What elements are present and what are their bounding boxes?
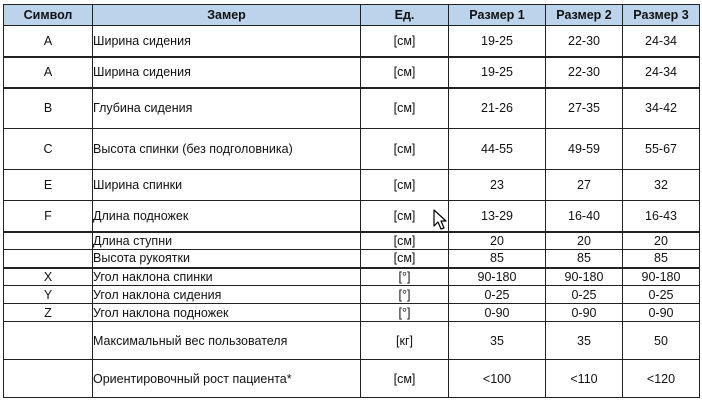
cell-size-3: 32 [623, 170, 700, 201]
table-row [4, 201, 700, 232]
cell-size-1: 19-25 [449, 26, 546, 57]
header-symbol: Символ [4, 5, 93, 26]
cell-size-2: 90-180 [546, 268, 623, 286]
table-row [4, 88, 700, 129]
cell-symbol: F [4, 201, 93, 232]
cell-measure: Длина подножек [93, 201, 361, 232]
cell-size-3: 0-90 [623, 304, 700, 322]
cell-symbol [4, 322, 93, 360]
cell-size-3: 16-43 [623, 201, 700, 232]
cell-size-2: 35 [546, 322, 623, 360]
cell-symbol: C [4, 129, 93, 170]
cell-size-3: 85 [623, 250, 700, 268]
cell-measure: Высота рукоятки [93, 250, 361, 268]
cell-unit: [см] [361, 129, 449, 170]
table-row [4, 57, 700, 88]
cell-size-2: 49-59 [546, 129, 623, 170]
cell-size-1: 44-55 [449, 129, 546, 170]
cell-measure: Ширина сидения [93, 26, 361, 57]
cell-unit: [см] [361, 201, 449, 232]
cell-symbol: Y [4, 286, 93, 304]
cell-size-3: 55-67 [623, 129, 700, 170]
cell-unit: [°] [361, 268, 449, 286]
cell-size-1: <100 [449, 360, 546, 398]
cell-symbol [4, 250, 93, 268]
cell-size-3: 50 [623, 322, 700, 360]
cell-size-2: 16-40 [546, 201, 623, 232]
cell-size-1: 23 [449, 170, 546, 201]
cell-size-2: 0-90 [546, 304, 623, 322]
cell-unit: [см] [361, 57, 449, 88]
cell-size-2: 0-25 [546, 286, 623, 304]
cell-unit: [см] [361, 360, 449, 398]
cell-unit: [см] [361, 26, 449, 57]
cell-size-1: 0-25 [449, 286, 546, 304]
table-row [4, 286, 700, 304]
cell-size-3: <120 [623, 360, 700, 398]
cell-size-1: 13-29 [449, 201, 546, 232]
table-row [4, 268, 700, 286]
cell-size-2: 22-30 [546, 26, 623, 57]
header-size-2: Размер 2 [546, 5, 623, 26]
cell-measure: Глубина сидения [93, 88, 361, 129]
cell-measure: Угол наклона спинки [93, 268, 361, 286]
table-row [4, 129, 700, 170]
cell-size-1: 90-180 [449, 268, 546, 286]
cell-symbol: Z [4, 304, 93, 322]
cell-symbol [4, 232, 93, 250]
cell-unit: [см] [361, 170, 449, 201]
cell-size-3: 34-42 [623, 88, 700, 129]
cell-unit: [кг] [361, 322, 449, 360]
table-row [4, 26, 700, 57]
cell-symbol: B [4, 88, 93, 129]
cell-size-1: 19-25 [449, 57, 546, 88]
cell-size-3: 90-180 [623, 268, 700, 286]
cell-symbol [4, 360, 93, 398]
table-row [4, 250, 700, 268]
cell-size-2: 20 [546, 232, 623, 250]
cell-measure: Угол наклона сидения [93, 286, 361, 304]
cell-unit: [см] [361, 250, 449, 268]
cell-size-1: 21-26 [449, 88, 546, 129]
cell-measure: Высота спинки (без подголовника) [93, 129, 361, 170]
cell-measure: Ориентировочный рост пациента* [93, 360, 361, 398]
cell-size-2: 22-30 [546, 57, 623, 88]
table-row [4, 170, 700, 201]
cell-size-2: 85 [546, 250, 623, 268]
cell-size-3: 24-34 [623, 26, 700, 57]
cell-symbol: E [4, 170, 93, 201]
table-row [4, 322, 700, 360]
header-measure: Замер [93, 5, 361, 26]
cell-size-1: 85 [449, 250, 546, 268]
table-row [4, 360, 700, 398]
size-table [3, 4, 700, 398]
header-row [4, 5, 700, 26]
cell-size-2: 27-35 [546, 88, 623, 129]
cell-unit: [см] [361, 88, 449, 129]
cell-measure: Максимальный вес пользователя [93, 322, 361, 360]
cell-unit: [см] [361, 232, 449, 250]
cell-measure: Длина ступни [93, 232, 361, 250]
header-size-3: Размер 3 [623, 5, 700, 26]
cell-symbol: X [4, 268, 93, 286]
cell-size-3: 20 [623, 232, 700, 250]
cell-size-1: 35 [449, 322, 546, 360]
cell-unit: [°] [361, 304, 449, 322]
cell-size-1: 0-90 [449, 304, 546, 322]
cell-measure: Угол наклона подножек [93, 304, 361, 322]
cell-size-2: 27 [546, 170, 623, 201]
header-unit: Ед. [361, 5, 449, 26]
cell-measure: Ширина сидения [93, 57, 361, 88]
table-row [4, 232, 700, 250]
cell-measure: Ширина спинки [93, 170, 361, 201]
cell-symbol: A [4, 57, 93, 88]
cell-size-2: <110 [546, 360, 623, 398]
cell-unit: [°] [361, 286, 449, 304]
table-row [4, 304, 700, 322]
cell-symbol: A [4, 26, 93, 57]
cell-size-3: 24-34 [623, 57, 700, 88]
cell-size-3: 0-25 [623, 286, 700, 304]
cell-size-1: 20 [449, 232, 546, 250]
header-size-1: Размер 1 [449, 5, 546, 26]
